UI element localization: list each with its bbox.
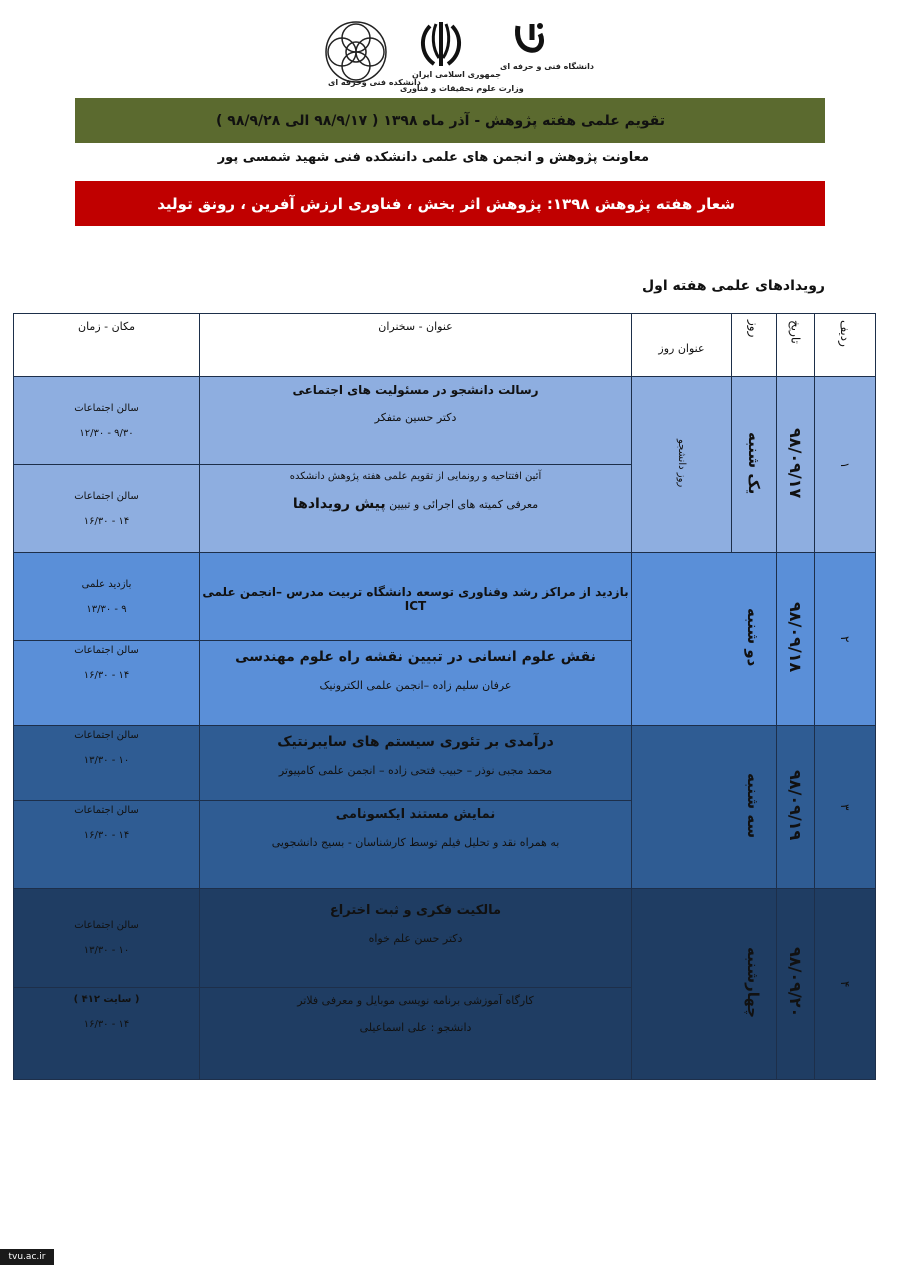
row-date: ۹۸/۰۹/۱۸	[777, 553, 815, 726]
row-number: ۲	[815, 553, 876, 726]
row-number: ۳	[815, 726, 876, 889]
college-logo-caption: دانشکده فنی وحرفه ای	[328, 78, 421, 87]
event-cell: نمایش مستند ایکسونامی به همراه نقد و تحلیل فیلم توسط کارشناسان - بسیج دانشجویی	[200, 801, 632, 889]
event-cell: رسالت دانشجو در مسئولیت های اجتماعی دکتر حسین متفکر	[200, 377, 632, 465]
header-day: روز	[732, 314, 777, 377]
row-day: دو شنبه	[632, 553, 777, 726]
event-cell: کارگاه آموزشی برنامه نویسی موبایل و معرفی فلاتر دانشجو : علی اسماعیلی	[200, 988, 632, 1080]
row-day: سه شنبه	[632, 726, 777, 889]
row-date: ۹۸/۰۹/۱۹	[777, 726, 815, 889]
table-row	[14, 377, 876, 465]
table-header-row	[14, 314, 876, 377]
place-time-cell: ( سایت ۴۱۲ ) ۱۴ - ۱۶/۳۰	[14, 988, 200, 1080]
row-day: یک شنبه	[732, 377, 777, 553]
row-day: چهارشنبه	[632, 889, 777, 1080]
title-text: تقویم علمی هفته پژوهش - آذر ماه ۱۳۹۸ ( ۹۸/۹/۱۷ الی ۹۸/۹/۲۸ )	[216, 112, 665, 129]
header-event: عنوان - سخنران	[200, 314, 632, 377]
university-logo	[500, 18, 594, 71]
row-date: ۹۸/۰۹/۲۰	[777, 889, 815, 1080]
slogan-text: شعار هفته پژوهش ۱۳۹۸: پژوهش اثر بخش ، فناوری ارزش آفرین ، رونق تولید	[157, 194, 735, 213]
place-time-cell: سالن اجتماعات ۱۰ - ۱۳/۳۰	[14, 726, 200, 801]
place-time-cell: سالن اجتماعات ۱۰ - ۱۳/۳۰	[14, 889, 200, 988]
subtitle: معاونت پژوهش و انجمن های علمی دانشکده فنی شهید شمسی پور	[217, 150, 649, 165]
header-day-title: عنوان روز	[632, 314, 732, 377]
row-day-title: روز دانشجو	[632, 377, 732, 553]
place-time-cell: بازدید علمی ۹ - ۱۳/۳۰	[14, 553, 200, 641]
event-cell: درآمدی بر تئوری سیستم های سایبرنتیک محمد مجبی نوذر – حبیب فتحی زاده – انجمن علمی کامپیوتر	[200, 726, 632, 801]
place-time-cell: سالن اجتماعات ۹/۳۰ - ۱۲/۳۰	[14, 377, 200, 465]
schedule-table	[13, 313, 876, 1080]
site-badge[interactable]: tvu.ac.ir	[0, 1249, 54, 1265]
row-number: ۱	[815, 377, 876, 553]
table-row	[14, 889, 876, 988]
place-time-cell: سالن اجتماعات ۱۴ - ۱۶/۳۰	[14, 641, 200, 726]
row-date: ۹۸/۰۹/۱۷	[777, 377, 815, 553]
table-row	[14, 726, 876, 801]
place-time-cell: سالن اجتماعات ۱۴ - ۱۶/۳۰	[14, 801, 200, 889]
slogan-bar	[75, 181, 825, 226]
header-logos	[320, 18, 594, 100]
emblem-caption-1: جمهوری اسلامی ایران	[412, 70, 501, 79]
iran-emblem-logo	[400, 18, 524, 93]
event-cell: آئین افتتاحیه و رونمایی از تقویم علمی هفته پژوهش دانشکده معرفی کمیته های اجرائی و تبیین پیش رویدادها	[200, 465, 632, 553]
table-row	[14, 553, 876, 641]
header-date: تاریخ	[777, 314, 815, 377]
place-time-cell: سالن اجتماعات ۱۴ - ۱۶/۳۰	[14, 465, 200, 553]
college-logo	[320, 18, 421, 90]
title-bar	[75, 98, 825, 143]
event-cell: مالکیت فکری و ثبت اختراع دکتر حسن علم خواه	[200, 889, 632, 988]
emblem-caption-2: وزارت علوم تحقیقات و فناوری	[400, 84, 524, 93]
week-title: رویدادهای علمی هفته اول	[642, 278, 825, 294]
university-logo-caption: دانشگاه فنی و حرفه ای	[500, 62, 594, 71]
event-cell: نقش علوم انسانی در تبیین نقشه راه علوم مهندسی عرفان سلیم زاده –انجمن علمی الکترونیک	[200, 641, 632, 726]
header-place-time: مکان - زمان	[14, 314, 200, 377]
header-row-number: ردیف	[815, 314, 876, 377]
event-cell: بازدید از مراکز رشد وفناوری توسعه دانشگاه تربیت مدرس –انجمن علمی ICT	[200, 553, 632, 641]
row-number: ۴	[815, 889, 876, 1080]
